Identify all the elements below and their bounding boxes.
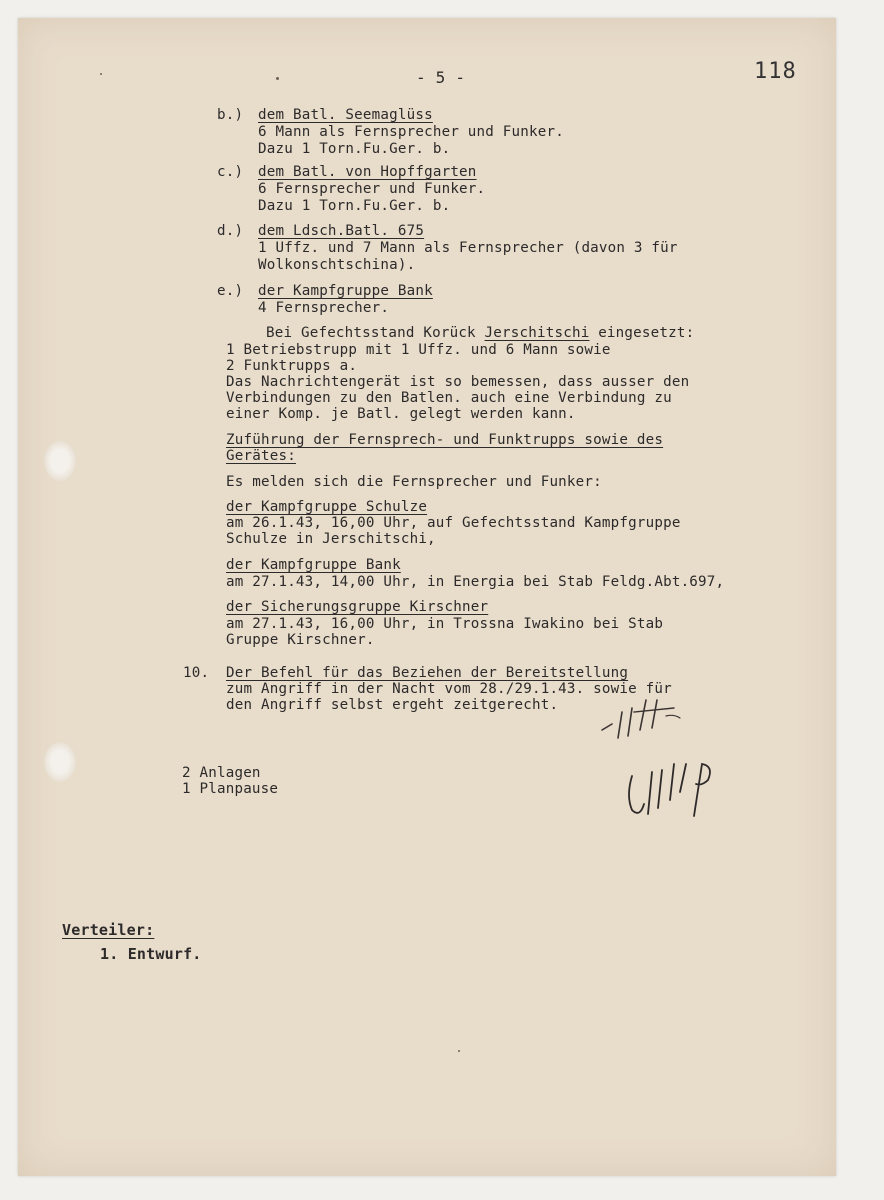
group-schulze-line: am 26.1.43, 16,00 Uhr, auf Gefechtsstand Kampfgruppe xyxy=(226,515,681,531)
paper-speck xyxy=(276,77,279,80)
item-c-line: Dazu 1 Torn.Fu.Ger. b. xyxy=(258,198,451,214)
item-e-letter: e.) xyxy=(217,283,244,299)
group-kirschner-line: am 27.1.43, 16,00 Uhr, in Trossna Iwakino bei Stab xyxy=(226,616,664,632)
gefecht-line-6: einer Komp. je Batl. gelegt werden kann. xyxy=(226,406,576,422)
page-header: - 5 - xyxy=(416,68,466,87)
verteiler-label: Verteiler: xyxy=(62,921,155,939)
zufuehrung-heading-1: Zuführung der Fernsprech- und Funktrupps sowie des xyxy=(226,432,664,448)
item-c-line: 6 Fernsprecher und Funker. xyxy=(258,181,486,197)
group-bank-line: am 27.1.43, 14,00 Uhr, in Energia bei Stab Feldg.Abt.697, xyxy=(226,574,725,590)
gefecht-line-5: Verbindungen zu den Batlen. auch eine Verbindung zu xyxy=(226,390,672,406)
gefecht-line-3: 2 Funktrupps a. xyxy=(226,358,358,374)
attachment-line: 2 Anlagen xyxy=(182,765,261,781)
group-schulze-line: Schulze in Jerschitschi, xyxy=(226,531,436,547)
item-c-title: dem Batl. von Hopffgarten xyxy=(258,164,477,180)
handwritten-signature xyxy=(622,756,722,822)
item-b-line: 6 Mann als Fernsprecher und Funker. xyxy=(258,124,564,140)
item-d-line: Wolkonschtschina). xyxy=(258,257,416,273)
group-kirschner-name: der Sicherungsgruppe Kirschner xyxy=(226,599,489,615)
attachment-line: 1 Planpause xyxy=(182,781,279,797)
gefecht-line-2: 1 Betriebstrupp mit 1 Uffz. und 6 Mann sowie xyxy=(226,342,611,358)
item-d-line: 1 Uffz. und 7 Mann als Fernsprecher (davon 3 für xyxy=(258,240,678,256)
item-b-letter: b.) xyxy=(217,107,244,123)
item-e-title: der Kampfgruppe Bank xyxy=(258,283,433,299)
verteiler-item: 1. Entwurf. xyxy=(100,945,202,963)
group-kirschner-line: Gruppe Kirschner. xyxy=(226,632,375,648)
item-c-letter: c.) xyxy=(217,164,244,180)
page-number: 118 xyxy=(754,59,797,84)
paper-speck xyxy=(458,1050,460,1052)
zufuehrung-heading-2: Gerätes: xyxy=(226,448,296,464)
gefecht-line-4: Das Nachrichtengerät ist so bemessen, dass ausser den xyxy=(226,374,690,390)
handwritten-initials xyxy=(596,694,696,746)
zufuehrung-intro: Es melden sich die Fernsprecher und Funker: xyxy=(226,474,602,490)
gefecht-line-1: Bei Gefechtsstand Korück Jerschitschi eingesetzt: xyxy=(266,325,695,341)
point-10-line-3: den Angriff selbst ergeht zeitgerecht. xyxy=(226,697,559,713)
point-10-line-2: zum Angriff in der Nacht vom 28./29.1.43. sowie für xyxy=(226,681,672,697)
item-d-title: dem Ldsch.Batl. 675 xyxy=(258,223,425,239)
point-10-line-1: Der Befehl für das Beziehen der Bereitstellung xyxy=(226,665,629,681)
group-bank-name: der Kampfgruppe Bank xyxy=(226,557,401,573)
item-d-letter: d.) xyxy=(217,223,244,239)
group-schulze-name: der Kampfgruppe Schulze xyxy=(226,499,428,515)
item-b-line: Dazu 1 Torn.Fu.Ger. b. xyxy=(258,141,451,157)
punch-hole-top xyxy=(44,441,76,481)
item-e-line: 4 Fernsprecher. xyxy=(258,300,390,316)
punch-hole-bottom xyxy=(44,742,76,782)
point-10-number: 10. xyxy=(183,665,210,681)
item-b-title: dem Batl. Seemaglüss xyxy=(258,107,433,123)
paper-speck xyxy=(100,73,102,75)
